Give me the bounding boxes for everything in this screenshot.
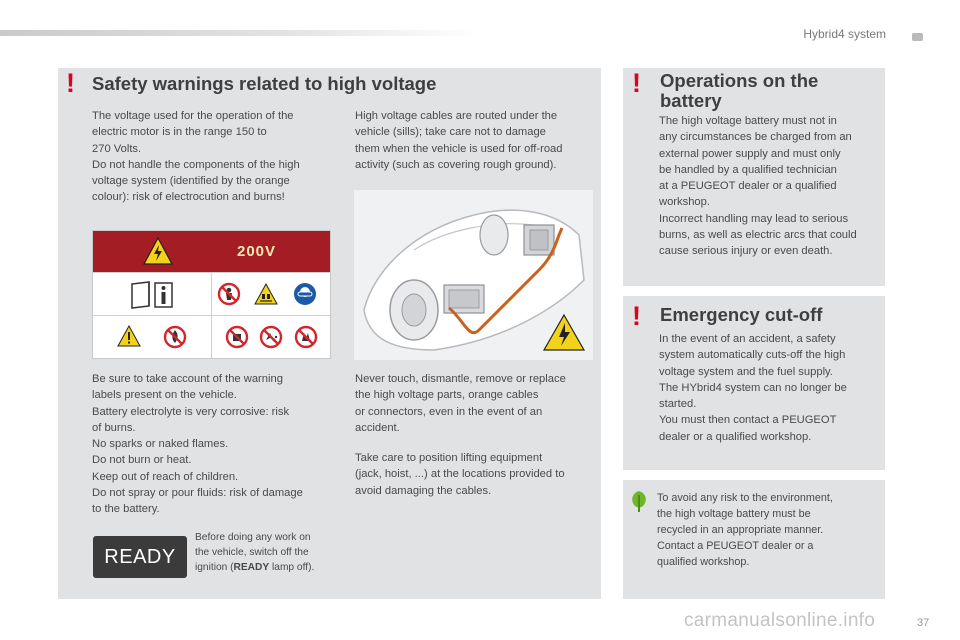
warning-exclamation-icon: !	[632, 301, 641, 331]
never-touch-text: Never touch, dismantle, remove or replace the high voltage parts, orange cables or connectors, even in the event of an accident.	[355, 373, 566, 434]
section-title: Hybrid4 system	[803, 27, 886, 41]
emergency-body-text: In the event of an accident, a safety system automatically cuts-off the high voltage system and the fuel supply. The HYbrid4 system can no longer be started. You must then contact a PEUGEOT dealer or a qualified workshop.	[659, 333, 847, 443]
lifting-equipment-text: Take care to position lifting equipment (jack, hoist, ...) at the locations provided to avoid damaging the cables.	[355, 452, 565, 497]
warning-label-header	[93, 231, 330, 272]
battery-warning-label	[92, 230, 331, 359]
high-voltage-warning-icon	[143, 237, 173, 265]
vehicle-cutaway-illustration	[354, 190, 593, 360]
general-warning-icon	[117, 325, 141, 347]
table-divider	[211, 272, 212, 358]
environment-body-text: To avoid any risk to the environment, the high voltage battery must be recycled in an appropriate manner. Contact a PEUGEOT dealer or a qualified workshop.	[657, 492, 833, 568]
no-spraying-icon	[259, 325, 283, 349]
operations-body-text: The high voltage battery must not in any circumstances be charged from an external power supply and must only be handled by a qualified technician at a PEUGEOT dealer or a qualified workshop. Incorrect handling may lead to serious burns, as well as electric arcs that could cause serious injury or even death.	[659, 115, 857, 258]
header-marker	[912, 33, 923, 41]
emergency-heading: Emergency cut-off	[660, 304, 823, 325]
car-drawing	[354, 190, 593, 360]
eye-protection-icon	[293, 282, 317, 306]
warning-exclamation-icon: !	[632, 68, 641, 98]
environment-leaf-icon	[629, 489, 649, 513]
page-number: 37	[917, 617, 930, 629]
warning-labels-text: Be sure to take account of the warning labels present on the vehicle. Battery electrolyte is very corrosive: risk of burns. No sparks or naked flames. Do not burn or heat. Keep out of reach of children. Do not spray or pour fluids: risk of damage to the battery.	[92, 373, 303, 516]
no-handling-icon	[294, 325, 318, 349]
voltage-intro-text: The voltage used for the operation of the electric motor is in the range 150 to 270 Volts. Do not handle the components of the high voltage system (identified by the orange colour): risk of electrocution and burns!	[92, 110, 300, 204]
no-fire-icon	[163, 325, 187, 349]
ready-note-text: Before doing any work on the vehicle, switch off the ignition (READY lamp off).	[195, 532, 315, 573]
no-heat-icon	[225, 325, 249, 349]
cables-text: High voltage cables are routed under the vehicle (sills); take care not to damage them when the vehicle is used for off-road activity (such as covering rough ground).	[355, 110, 563, 171]
warning-exclamation-icon: !	[66, 68, 75, 98]
read-manual-icon	[129, 281, 175, 309]
safety-heading: Safety warnings related to high voltage	[92, 73, 437, 94]
header-bar	[0, 30, 480, 36]
ready-lamp: READY	[93, 536, 187, 578]
voltage-value: 200V	[237, 243, 277, 260]
operations-heading: Operations on the battery	[660, 70, 819, 111]
watermark: carmanualsonline.info	[684, 610, 876, 631]
corrosive-warning-icon	[254, 283, 278, 305]
keep-children-away-icon	[217, 282, 241, 306]
